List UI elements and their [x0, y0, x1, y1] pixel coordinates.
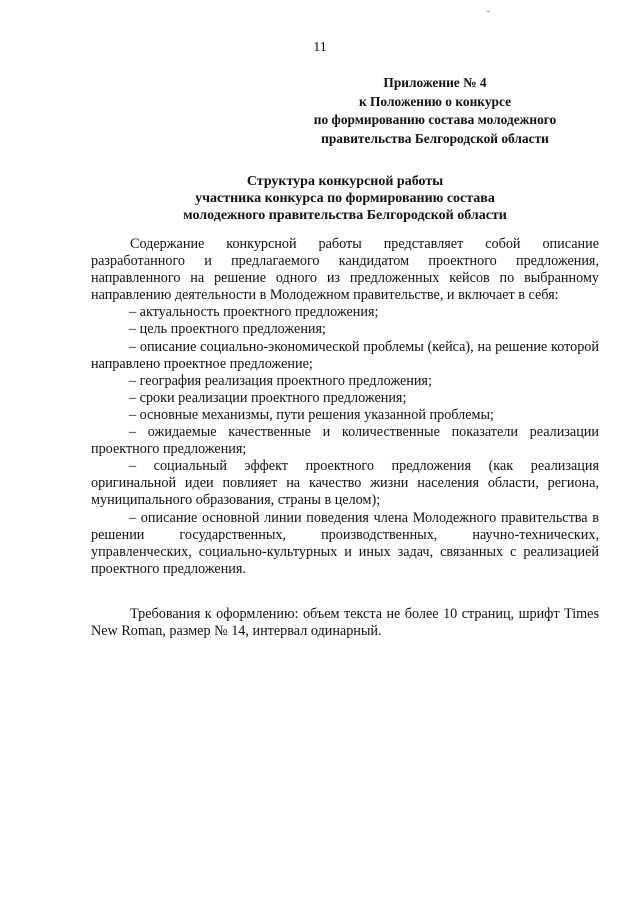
- list-item: – цель проектного предложения;: [129, 321, 326, 338]
- appendix-header: [270, 74, 600, 148]
- appendix-line: правительства Белгородской области: [321, 130, 549, 146]
- appendix-line: Приложение № 4: [383, 75, 487, 90]
- title-line: участника конкурса по формированию состава: [195, 191, 495, 206]
- appendix-line: к Положению о конкурсе: [358, 93, 512, 109]
- list-item: – основные механизмы, пути решения указанной проблемы;: [129, 406, 494, 423]
- list-item: – описание социально-экономической проблемы (кейса), на решение которой направлено проектное предложение;: [91, 338, 599, 372]
- requirements-paragraph: Требования к оформлению: объем текста не более 10 страниц, шрифт Times New Roman, размер № 14, интервал одинарный.: [91, 606, 599, 640]
- list-item: – описание основной линии поведения члена Молодежного правительства в решении государственных, производственных, научно-технических, управленческих, социально-культурных и иных задач, связанных с реализацией проектного предложения.: [91, 509, 599, 577]
- list-item: – актуальность проектного предложения;: [129, 304, 379, 321]
- title-line: молодежного правительства Белгородской области: [183, 208, 507, 223]
- list-item: – социальный эффект проектного предложения (как реализация оригинальной идеи повлияет на качество жизни населения области, региона, муниципального образования, страны в целом);: [91, 458, 599, 509]
- scan-speck: [487, 11, 490, 12]
- body-text: [91, 236, 599, 578]
- intro-paragraph: Содержание конкурсной работы представляет собой описание разработанного и предлагаемого кандидатом проектного предложения, направленного на решение одного из предложенных кейсов по выбранному направлению деятельности в Молодежном правительстве, и включает в себя:: [91, 236, 599, 304]
- list-item: – ожидаемые качественные и количественные показатели реализации проектного предложения;: [91, 424, 599, 458]
- list-item: – география реализация проектного предложения;: [129, 372, 432, 389]
- page-number: 11: [313, 40, 327, 55]
- title-line: Структура конкурсной работы: [246, 174, 444, 189]
- document-title: [60, 173, 630, 224]
- appendix-line: по формированию состава молодежного: [313, 112, 557, 127]
- list-item: – сроки реализации проектного предложения;: [129, 389, 407, 406]
